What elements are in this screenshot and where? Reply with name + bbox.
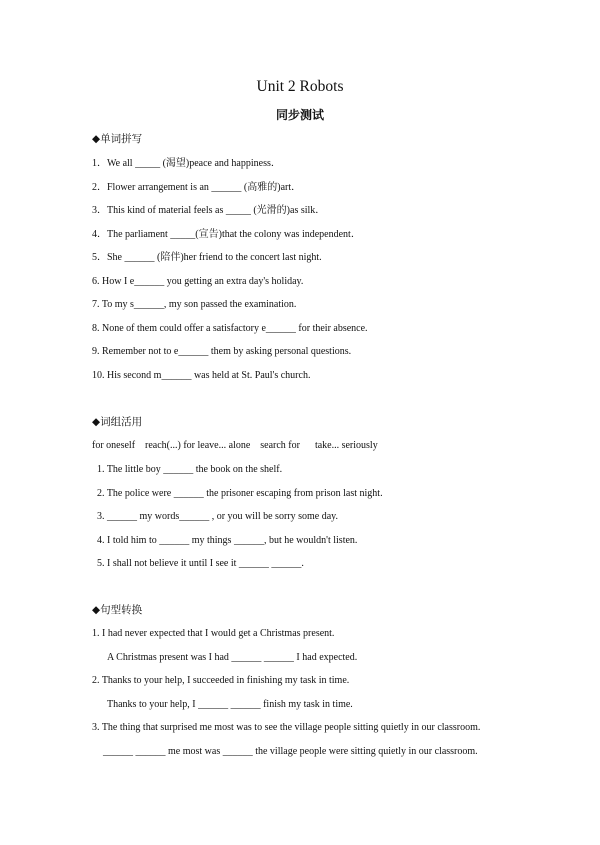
question-line: 3．This kind of material feels as _____ (光滑的)as silk． xyxy=(92,205,326,216)
answer-line: A Christmas present was I had ______ ______ I had expected. xyxy=(107,652,358,663)
question-line: 2．Flower arrangement is an ______ (高雅的)art． xyxy=(92,182,302,193)
question-line: 7. To my s______, my son passed the examination. xyxy=(92,299,297,310)
question-line: 1. I had never expected that I would get a Christmas present. xyxy=(92,628,335,639)
question-line: 1. The little boy ______ the book on the shelf. xyxy=(97,464,283,475)
question-line: 2. The police were ______ the prisoner escaping from prison last night. xyxy=(97,488,383,499)
question-line: 5. I shall not believe it until I see it ______ ______. xyxy=(97,558,304,569)
question-line: 3. The thing that surprised me most was to see the village people sitting quietly in our classroom. xyxy=(92,722,481,733)
page-subtitle: 同步测试 xyxy=(275,108,324,122)
page-title: Unit 2 Robots xyxy=(256,78,344,95)
question-line: 3. ______ my words______ , or you will be sorry some day. xyxy=(97,511,338,522)
phrase-bank: for oneself reach(...) for leave... alone search for take... seriously xyxy=(92,440,378,451)
question-line: 2. Thanks to your help, I succeeded in finishing my task in time. xyxy=(92,675,350,686)
question-line: 1．We all _____ (渴望)peace and happiness． xyxy=(92,158,281,169)
question-line: 6. How I e______ you getting an extra day's holiday. xyxy=(92,276,304,287)
section-heading-transformation: ◆句型转换 xyxy=(92,604,143,616)
question-line: 8. None of them could offer a satisfactory e______ for their absence. xyxy=(92,323,368,334)
answer-line: Thanks to your help, I ______ ______ finish my task in time. xyxy=(107,699,353,710)
section-heading-spelling: ◆单词拼写 xyxy=(92,133,143,145)
section-heading-phrases: ◆词组活用 xyxy=(92,416,143,428)
question-line: 4. I told him to ______ my things ______, but he wouldn't listen. xyxy=(97,535,358,546)
question-line: 5．She ______ (陪伴)her friend to the concert last night. xyxy=(92,252,322,263)
answer-line: ______ ______ me most was ______ the village people were sitting quietly in our classroom. xyxy=(103,746,478,757)
question-line: 4．The parliament _____(宣告)that the colony was independent． xyxy=(92,229,361,240)
question-line: 10. His second m______ was held at St. Paul's church. xyxy=(92,370,311,381)
question-line: 9. Remember not to e______ them by asking personal questions. xyxy=(92,346,352,357)
